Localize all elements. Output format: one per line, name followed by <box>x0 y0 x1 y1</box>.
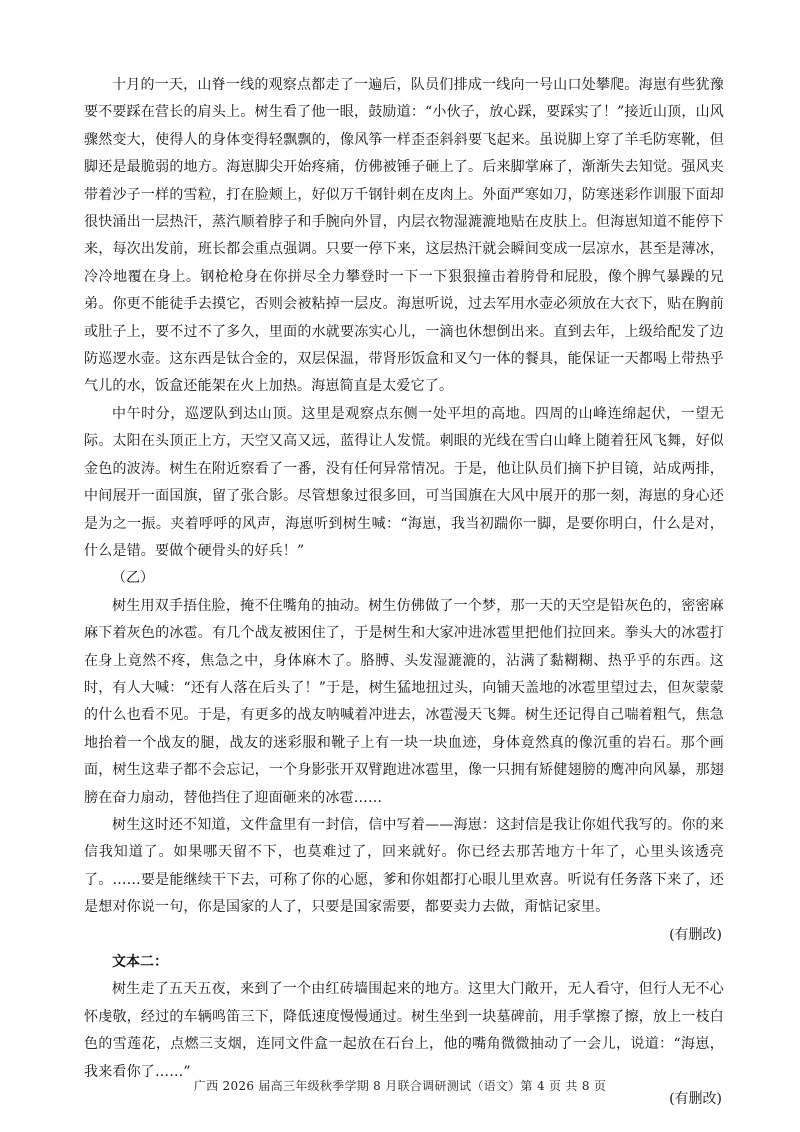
page-footer: 广西 2026 届高三年级秋季学期 8 月联合调研测试（语文）第 4 页 共 8 页 <box>193 1079 607 1093</box>
passage-paragraph-summit: 中午时分，巡逻队到达山顶。这里是观察点东侧一处平坦的高地。四周的山峰连绵起伏，一望无际。太阳在头顶正上方，天空又高又远，蓝得让人发慌。刺眼的光线在雪白山峰上随着狂风飞舞，好似金色的波涛。树生在附近察看了一番，没有任何异常情况。于是，他让队员们摘下护目镜，站成两排，中间展开一面国旗，留了张合影。尽管想象过很多回，可当国旗在大风中展开的那一刻，海崽的身心还是为之一振。夹着呼呼的风声，海崽听到树生喊：“海崽，我当初踹你一脚，是要你明白，什么是对，什么是错。要做个硬骨头的好兵！” <box>84 405 724 559</box>
passage-paragraph-letter: 树生这时还不知道，文件盒里有一封信，信中写着——海崽：这封信是我让你姐代我写的。你的来信我知道了。如果哪天留不下，也莫难过了，回来就好。你已经去那苦地方十年了，心里头该透亮了。……要是能继续干下去，可称了你的心愿，爹和你姐都打心眼儿里欢喜。听说有任务落下来了，还是想对你说一句，你是国家的人了，只要是国家需要，都要卖力去做，甭惦记家里。 <box>84 816 724 916</box>
passage-paragraph-ridge-climb: 十月的一天，山脊一线的观察点都走了一遍后，队员们排成一线向一号山口处攀爬。海崽有些犹豫要不要踩在营长的肩头上。树生看了他一眼，鼓励道：“小伙子，放心踩，要踩实了！”接近山顶，山风骤然变大，使得人的身体变得轻飘飘的，像风筝一样歪歪斜斜要飞起来。虽说脚上穿了羊毛防寒靴，但脚还是最脆弱的地方。海崽脚尖开始疼痛，仿佛被锤子砸上了。后来脚掌麻了，渐渐失去知觉。强风夹带着沙子一样的雪粒，打在脸颊上，好似万千钢针刺在皮肉上。外面严寒如刀，防寒迷彩作训服下面却很快涌出一层热汗，蒸汽顺着脖子和手腕向外冒，内层衣物湿漉漉地贴在皮肤上。但海崽知道不能停下来，每次出发前，班长都会重点强调。只要一停下来，这层热汗就会瞬间变成一层凉水，甚至是薄冰，冷冷地覆在身上。钢枪枪身在你拼尽全力攀登时一下一下狠狠撞击着胯骨和屁股，像个脾气暴躁的兄弟。你更不能徒手去摸它，否则会被粘掉一层皮。海崽听说，过去军用水壶必须放在大衣下，贴在胸前或肚子上，要不过不了多久，里面的水就要冻实心儿，一滴也休想倒出来。直到去年，上级给配发了边防巡逻水壶。这东西是钛合金的，双层保温，带肾形饭盒和叉勺一体的餐具，能保证一天都喝上带热乎气儿的水，饭盒还能架在火上加热。海崽简直是太爱它了。 <box>84 77 724 395</box>
text-two-heading: 文本二： <box>112 954 168 970</box>
passage-paragraph-cemetery: 树生走了五天五夜，来到了一个由红砖墙围起来的地方。这里大门敞开，无人看守，但行人无不心怀虔敬，经过的车辆鸣笛三下，降低速度慢慢通过。树生坐到一块墓碑前，用手掌擦了擦，放上一枝白色的雪莲花，点燃三支烟，连同文件盒一起放在石台上，他的嘴角微微抽动了一会儿，说道：“海崽，我来看你了……” <box>84 981 724 1080</box>
passage-paragraph-hailstorm: 树生用双手捂住脸，掩不住嘴角的抽动。树生仿佛做了一个梦，那一天的天空是铅灰色的，密密麻麻下着灰色的冰雹。有几个战友被困住了，于是树生和大家冲进冰雹里把他们拉回来。拳头大的冰雹打在身上竟然不疼，焦急之中，身体麻木了。胳膊、头发湿漉漉的，沾满了黏糊糊、热乎乎的东西。这时，有人大喊：“还有人落在后头了！”于是，树生猛地扭过头，向铺天盖地的冰雹里望过去，但灰蒙蒙的什么也看不见。于是，有更多的战友呐喊着冲进去，冰雹漫天飞舞。树生还记得自己喘着粗气，焦急地抬着一个战友的腿，战友的迷彩服和靴子上有一块一块血迹，身体竟然真的像沉重的岩石。那个画面，树生这辈子都不会忘记，一个身影张开双臂跑进冰雹里，像一只拥有矫健翅膀的鹰冲向风暴，那翅膀在奋力扇动，替他挡住了迎面砸来的冰雹…… <box>84 597 724 806</box>
reading-passage <box>84 72 724 1113</box>
source-note-2: (有删改) <box>669 1091 722 1108</box>
section-marker-yi: （乙） <box>112 570 154 587</box>
source-note: (有删改) <box>669 926 722 943</box>
